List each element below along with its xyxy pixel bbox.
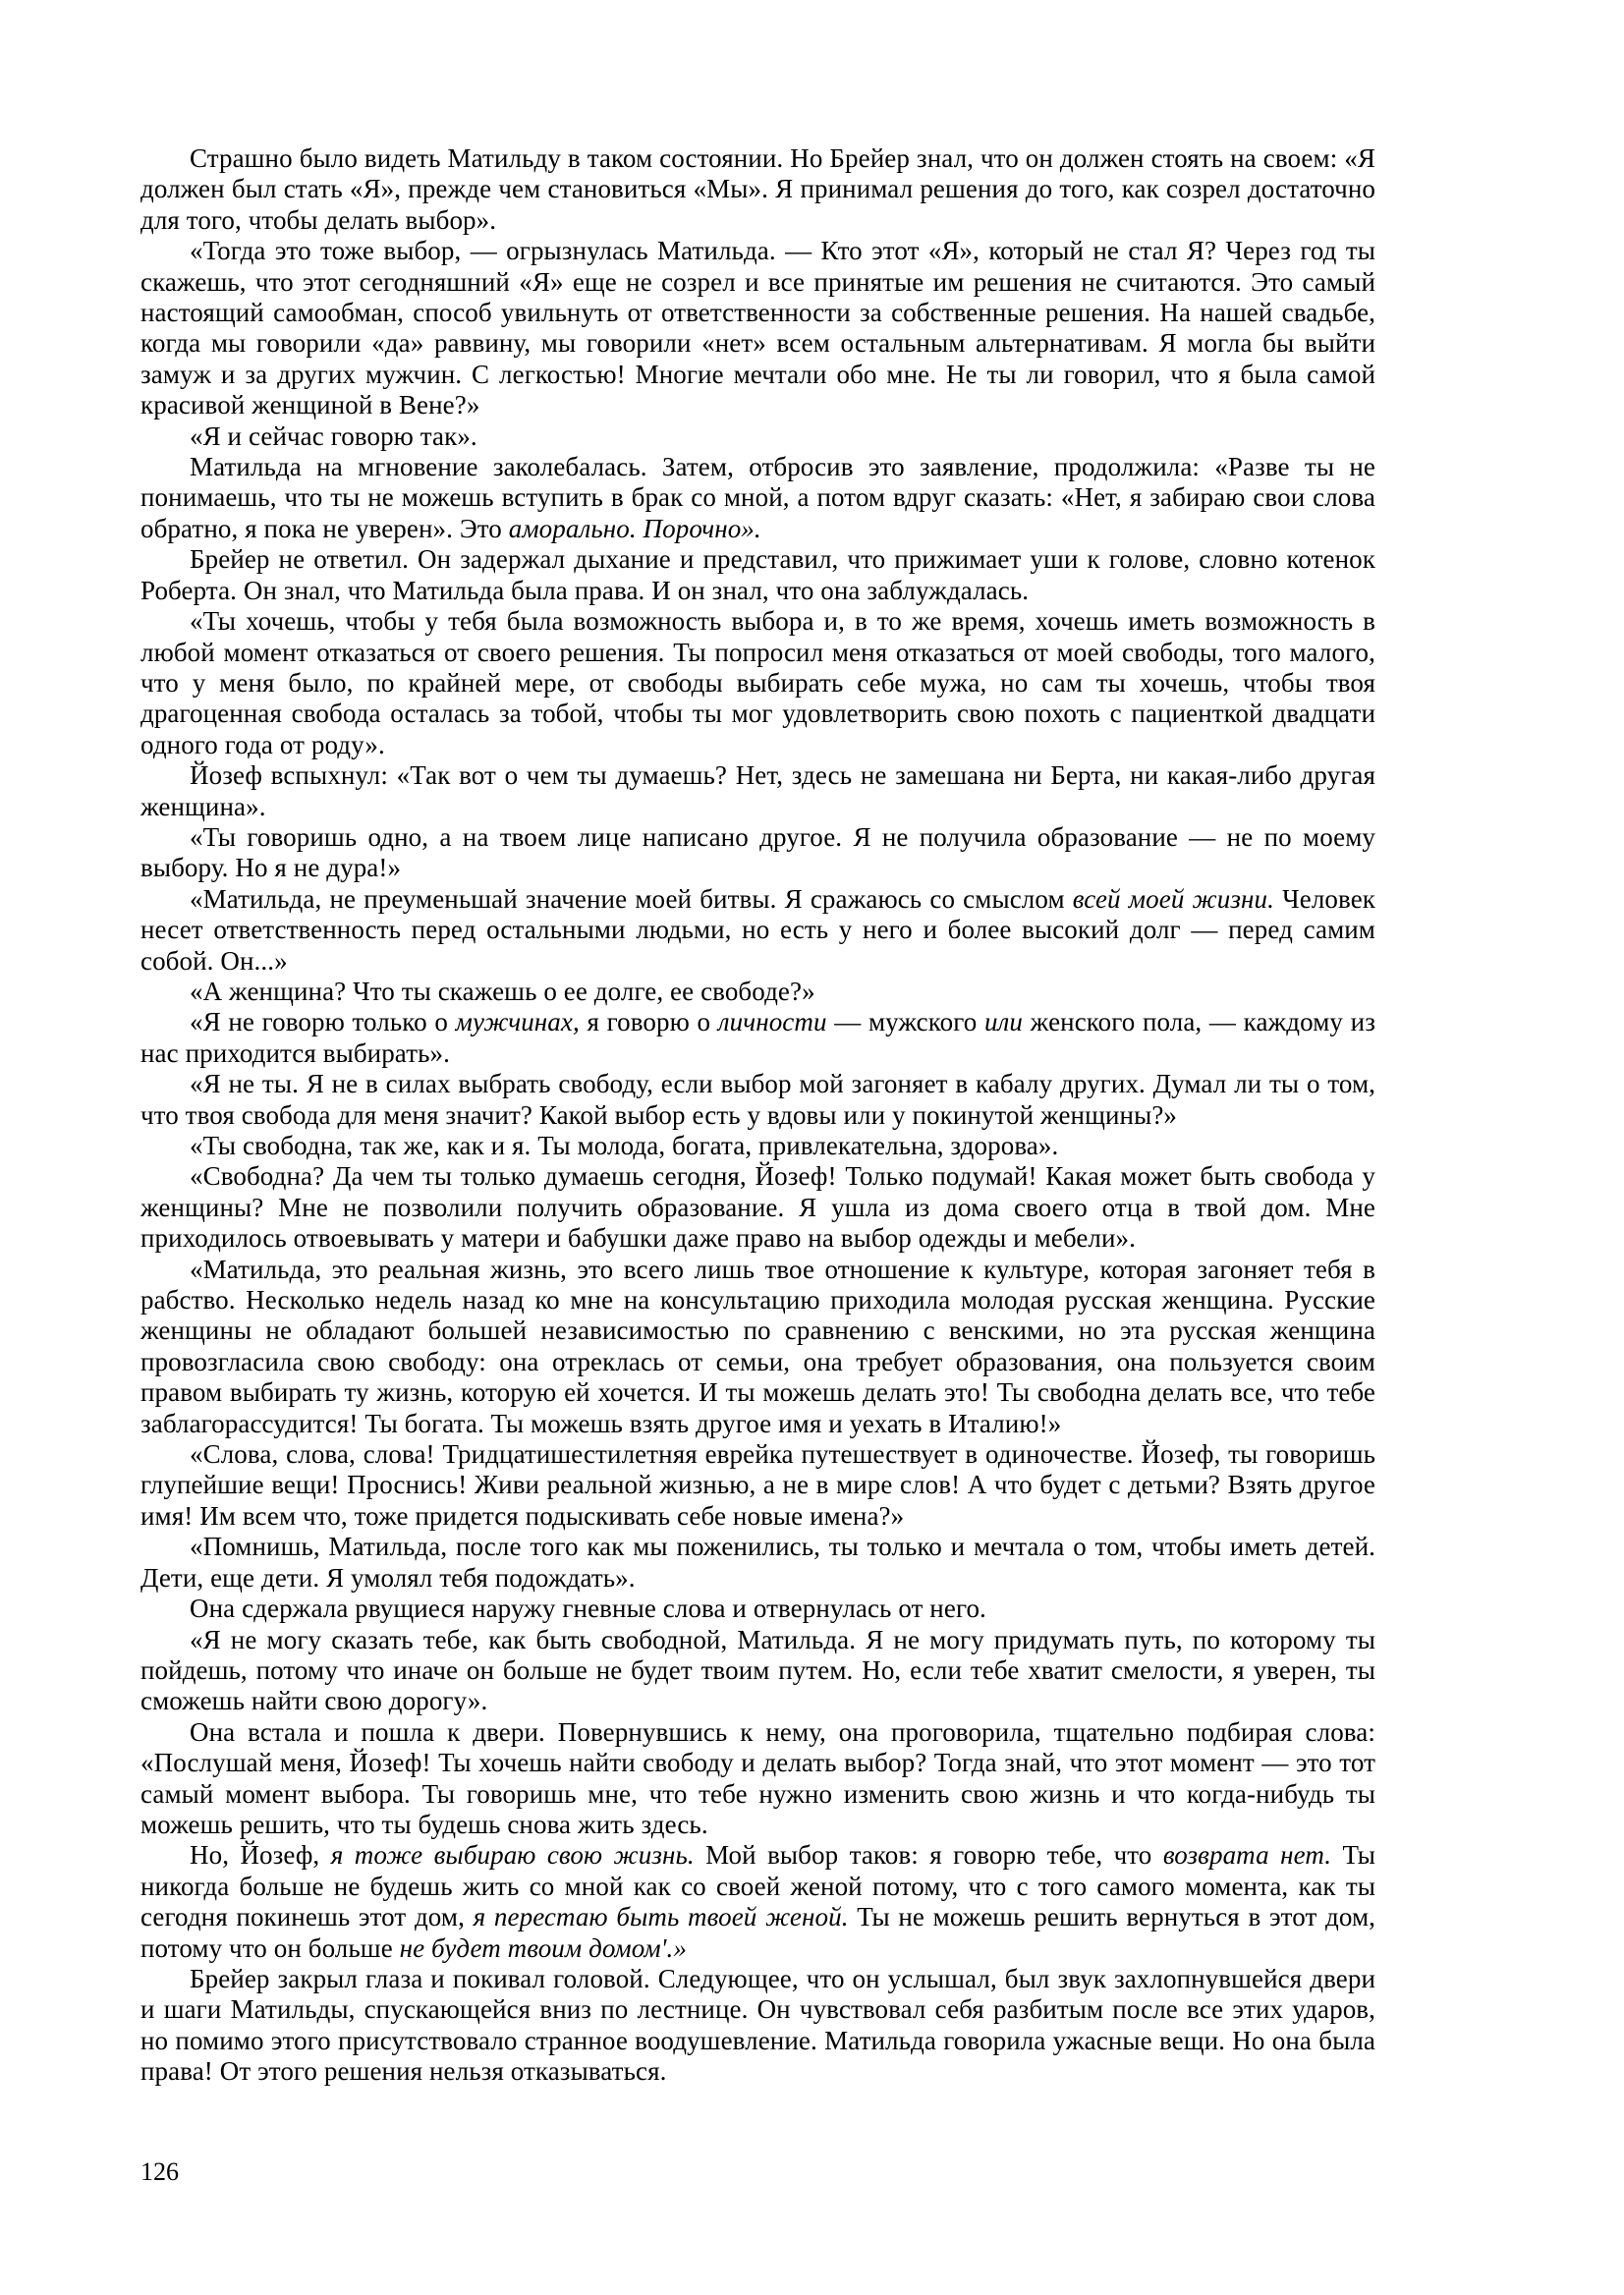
paragraph [140, 421, 1375, 452]
page-text-block [140, 143, 1375, 2088]
text-segment: я говорю о [579, 1007, 718, 1037]
text-segment-italic: мужчинах, [455, 1007, 580, 1037]
text-segment-italic: я тоже выбираю свою жизнь. [330, 1840, 695, 1871]
text-segment: Человек несет ответственность перед остальными людьми, но есть у него и более высокий долг — перед самим собой. Он...» [140, 883, 1375, 976]
paragraph [140, 1069, 1375, 1131]
text-segment: Она встала и пошла к двери. Повернувшись к нему, она проговорила, тщательно подбирая слова: «Послушай меня, Йозеф! Ты хочешь найти свободу и делать выбор? Тогда знай, что этот момент — это тот самый момент выбора. Ты говоришь мне, что тебе нужно изменить свою жизнь и что когда-нибудь ты можешь решить, что ты будешь снова жить здесь. [140, 1716, 1375, 1839]
text-segment: «Я не говорю только о [190, 1007, 456, 1037]
text-segment: «Я не ты. Я не в силах выбрать свободу, если выбор мой загоняет в кабалу других. Думал ли ты о том, что твоя свобода для меня значит? Какой выбор есть у вдовы или у покинутой женщины?» [140, 1069, 1375, 1130]
text-segment: Брейер закрыл глаза и покивал головой. Следующее, что он услышал, был звук захлопнувшейся двери и шаги Матильды, спускающейся вниз по лестнице. Он чувствовал себя разбитым после все этих ударов, но помимо этого присутствовало странное воодушевление. Матильда говорила ужасные вещи. Но она была права! От этого решения нельзя отказываться. [140, 1963, 1375, 2087]
text-segment-italic: всей моей жизни. [1072, 883, 1274, 914]
paragraph [140, 452, 1375, 544]
text-segment: «Матильда, не преуменьшай значение моей битвы. Я сражаюсь со смыслом [190, 883, 1073, 914]
text-segment-italic: личности [717, 1007, 827, 1037]
text-segment-italic: аморально. Порочно». [508, 513, 761, 543]
paragraph [140, 1439, 1375, 1532]
paragraph [140, 606, 1375, 760]
text-segment: — мужского [826, 1007, 984, 1037]
paragraph [140, 1532, 1375, 1594]
text-segment: «Помнишь, Матильда, после того как мы поженились, ты только и мечтала о том, чтобы иметь детей. Дети, еще дети. Я умолял тебя подождать». [140, 1532, 1375, 1593]
paragraph [140, 1717, 1375, 1841]
text-segment: Страшно было видеть Матильду в таком состоянии. Но Брейер знал, что он должен стоять на своем: «Я должен был стать «Я», прежде чем становиться «Мы». Я принимал решения до того, как созрел достаточно для того, чтобы делать выбор». [140, 143, 1375, 235]
text-segment: «Я не могу сказать тебе, как быть свободной, Матильда. Я не могу придумать путь, по которому ты пойдешь, потому что иначе он больше не будет твоим путем. Но, если тебе хватит смелости, я уверен, ты сможешь найти свою дорогу». [140, 1624, 1375, 1716]
text-segment: «Тогда это тоже выбор, — огрызнулась Матильда. — Кто этот «Я», который не стал Я? Через год ты скажешь, что этот сегодняшний «Я» еще не созрел и все принятые им решения не считаются. Это самый настоящий самообман, способ увильнуть от ответственности за собственные решения. На нашей свадьбе, когда мы говорили «да» раввину, мы говорили «нет» всем остальным альтернативам. Я могла бы выйти замуж и за других мужчин. С легкостью! Многие мечтали обо мне. Не ты ли говорил, что я была самой красивой женщиной в Вене?» [140, 236, 1375, 420]
text-segment-italic: или [983, 1007, 1024, 1037]
paragraph [140, 884, 1375, 977]
paragraph [140, 1964, 1375, 2088]
paragraph [140, 143, 1375, 236]
text-segment: Брейер не ответил. Он задержал дыхание и представил, что прижимает уши к голове, словно котенок Роберта. Он знал, что Матильда была права. И он знал, что она заблуждалась. [140, 544, 1375, 605]
paragraph [140, 1007, 1375, 1069]
page-number: 126 [140, 2157, 179, 2186]
text-segment: Но, Йозеф, [190, 1840, 331, 1871]
paragraph [140, 822, 1375, 884]
paragraph [140, 1131, 1375, 1161]
text-segment: Йозеф вспыхнул: «Так вот о чем ты думаешь? Нет, здесь не замешана ни Берта, ни какая-либо другая женщина». [140, 760, 1375, 821]
paragraph [140, 760, 1375, 822]
text-segment-italic: не будет твоим домом'.» [399, 1932, 687, 1963]
text-segment: «Я и сейчас говорю так». [190, 420, 477, 451]
text-segment: «Ты свободна, так же, как и я. Ты молода, богата, привлекательна, здорова». [190, 1131, 1059, 1160]
text-segment-italic: я перестаю быть твоей женой. [473, 1902, 849, 1932]
paragraph [140, 236, 1375, 420]
text-segment: «Ты говоришь одно, а на твоем лице написано другое. Я не получила образование — не по моему выбору. Но я не дура!» [140, 821, 1375, 883]
text-segment: «Свободна? Да чем ты только думаешь сегодня, Йозеф! Только подумай! Какая может быть свобода у женщины? Мне не позволили получить образование. Я ушла из дома своего отца в твой дом. Мне приходилось отвоевывать у матери и бабушки даже право на выбор одежды и мебели». [140, 1161, 1375, 1254]
paragraph [140, 1594, 1375, 1624]
paragraph [140, 1255, 1375, 1439]
text-segment: женского пола, — каждому из нас приходится выбирать». [140, 1007, 1375, 1068]
paragraph [140, 1625, 1375, 1717]
paragraph [140, 1840, 1375, 1964]
text-segment: Мой выбор таков: я говорю тебе, что [694, 1840, 1163, 1871]
paragraph [140, 977, 1375, 1007]
text-segment-italic: возврата нет. [1162, 1840, 1332, 1871]
text-segment: Ты не можешь решить вернуться в этот дом, потому что он больше [140, 1902, 1375, 1963]
text-segment: «Слова, слова, слова! Тридцатишестилетняя еврейка путешествует в одиночестве. Йозеф, ты говоришь глупейшие вещи! Проснись! Живи реальной жизнью, а не в мире слов! А что будет с детьми? Взять другое имя! Им всем что, тоже придется подыскивать себе новые имена?» [140, 1439, 1375, 1531]
text-segment: Ты никогда больше не будешь жить со мной как со своей женой потому, что с того самого момента, как ты сегодня покинешь этот дом, [140, 1840, 1375, 1932]
text-segment: «А женщина? Что ты скажешь о ее долге, ее свободе?» [190, 976, 815, 1006]
text-segment: Она сдержала рвущиеся наружу гневные слова и отвернулась от него. [190, 1594, 986, 1624]
text-segment: «Матильда, это реальная жизнь, это всего лишь твое отношение к культуре, которая загоняет тебя в рабство. Несколько недель назад ко мне на консультацию приходила молодая русская женщина. Русские женщины не обладают большей независимостью по сравнению с венскими, но эта русская женщина провозгласила свою свободу: она отреклась от семьи, она требует образования, она пользуется своим правом выбирать ту жизнь, которую ей хочется. И ты можешь делать это! Ты свободна делать все, что тебе заблагорассудится! Ты богата. Ты можешь взять другое имя и уехать в Италию!» [140, 1254, 1375, 1438]
text-segment: «Ты хочешь, чтобы у тебя была возможность выбора и, в то же время, хочешь иметь возможность в любой момент отказаться от своего решения. Ты попросил меня отказаться от моей свободы, того малого, что у меня было, по крайней мере, от свободы выбирать себе мужа, но сам ты хочешь, чтобы твоя драгоценная свобода осталась за тобой, чтобы ты мог удовлетворить свою похоть с пациенткой двадцати одного года от роду». [140, 606, 1375, 759]
paragraph [140, 544, 1375, 606]
text-segment: Матильда на мгновение заколебалась. Затем, отбросив это заявление, продолжила: «Разве ты не понимаешь, что ты не можешь вступить в брак со мной, а потом вдруг сказать: «Нет, я забираю свои слова обратно, я пока не уверен». Это [140, 452, 1375, 543]
paragraph [140, 1161, 1375, 1254]
